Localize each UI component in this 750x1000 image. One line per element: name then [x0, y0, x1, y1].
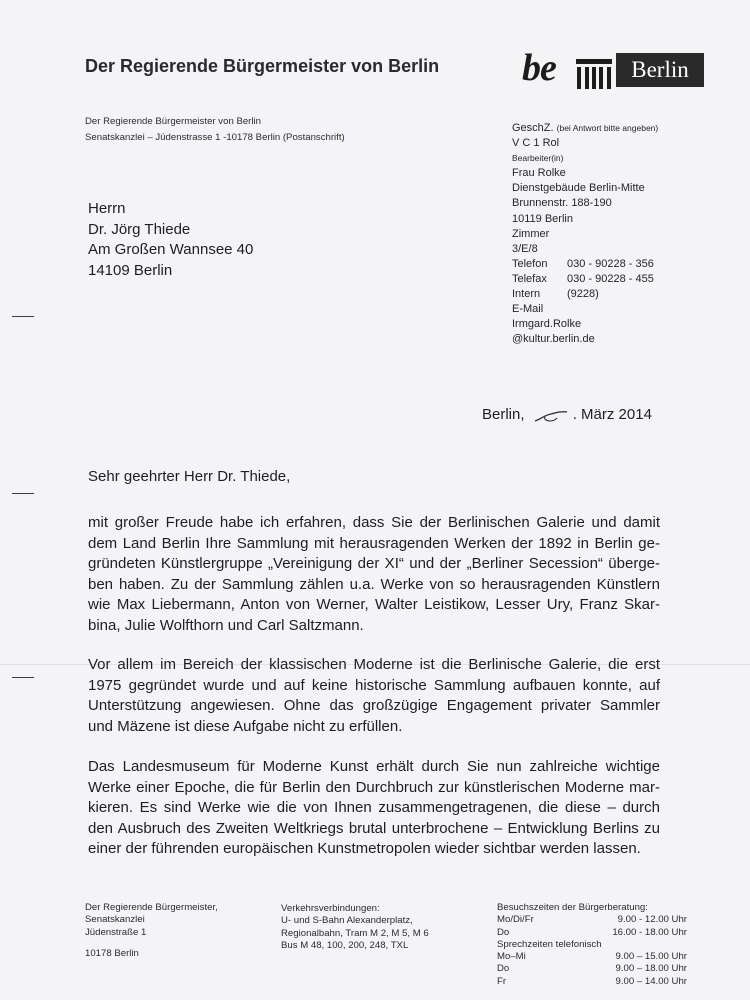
- sender-address: [85, 114, 345, 146]
- clerk-label: Bearbeiter(in): [512, 153, 564, 164]
- reference-value: V C 1 Rol: [512, 137, 560, 150]
- letterhead-title: Der Regierende Bürgermeister von Berlin: [85, 56, 440, 76]
- room-value: 3/E/8: [512, 242, 538, 255]
- handwritten-day-mark: [529, 405, 573, 425]
- berlin-logo: [522, 48, 706, 94]
- body-line: einer der führenden europäischen Kunstmetropolen wieder sichtbar werden lassen.: [88, 840, 641, 857]
- body-line: 1975 gegründet wurde und auf keine historische Sammlung aufbauen konnte, auf: [88, 676, 660, 694]
- footer-address-line: Jüdenstraße 1: [85, 926, 147, 938]
- hours-row: [497, 927, 687, 939]
- phone-hours-row: [497, 976, 687, 988]
- reference-note: (bei Antwort bitte angeben): [556, 123, 659, 133]
- recipient-line: Dr. Jörg Thiede: [88, 220, 191, 238]
- phone-hours-row: [497, 963, 687, 975]
- hours-time: 9.00 – 14.00 Uhr: [615, 975, 687, 987]
- transport-line: Regionalbahn, Tram M 2, M 5, M 6: [281, 927, 429, 939]
- body-line: bina, Julie Wolfthorn und Carl Saltzmann.: [88, 616, 364, 634]
- footer-address: [85, 902, 218, 939]
- fold-mark: [12, 677, 34, 678]
- office-city: 10119 Berlin: [512, 212, 573, 225]
- fax-value: 030 - 90228 - 455: [567, 272, 654, 285]
- hours-row: [497, 914, 687, 926]
- body-line: Unterstützung angewiesen. Ohne das großzügige Engagement privater Sammler: [88, 697, 660, 714]
- salutation: Sehr geehrter Herr Dr. Thiede,: [88, 468, 291, 485]
- hours-time: 16.00 - 18.00 Uhr: [612, 926, 687, 938]
- office-street: Brunnenstr. 188-190: [512, 197, 612, 210]
- body-line: dem Land Berlin Ihre Sammlung mit herausragenden Werken der 1892 in Berlin ge-: [88, 534, 660, 552]
- fax-label: Telefax: [512, 272, 547, 285]
- footer-address-line: Senatskanzlei: [85, 914, 145, 926]
- hours-day: Do: [497, 963, 510, 975]
- fold-mark: [12, 316, 34, 317]
- hours-day: Mo/Di/Fr: [497, 914, 534, 926]
- transport-line: Verkehrsverbindungen:: [281, 903, 380, 914]
- phone-hours-row: [497, 951, 687, 963]
- footer-hours: [497, 902, 687, 988]
- date-city: Berlin,: [482, 405, 525, 423]
- room-label: Zimmer: [512, 227, 550, 240]
- fax-row: [512, 272, 658, 287]
- body-line: mit großer Freude habe ich erfahren, dass Sie der Berlinischen Galerie und damit: [88, 514, 660, 531]
- internal-row: [512, 287, 658, 302]
- footer-postcode: 10178 Berlin: [85, 948, 139, 959]
- internal-value: (9228): [567, 288, 599, 301]
- body-line: und Mäzene ist diese Aufgabe nicht zu erfüllen.: [88, 717, 403, 735]
- body-line: ben haben. Zu der Sammlung zählen u.a. Werke von so herausragenden Künstlern: [88, 575, 660, 593]
- hours-time: 9.00 – 18.00 Uhr: [615, 963, 687, 975]
- email-line: @kultur.berlin.de: [512, 333, 595, 346]
- hours-day: Do: [497, 926, 510, 938]
- logo-berlin-text: Berlin: [616, 53, 704, 87]
- hours-day: Mo–Mi: [497, 951, 526, 963]
- clerk-value: Frau Rolke: [512, 167, 566, 180]
- logo-be-text: be: [522, 47, 556, 89]
- body-line: kieren. Es sind Werke wie die von Ihnen zusammengetragenen, die diese – durch: [88, 799, 660, 816]
- footer-transport: [281, 903, 429, 952]
- hours-time: 9.00 – 15.00 Uhr: [615, 951, 687, 963]
- punch-mark: [12, 493, 34, 494]
- body-paragraph-2: [88, 655, 660, 737]
- body-line: wie Max Liebermann, Anton von Werner, Walter Leistikow, Lesser Ury, Franz Skar-: [88, 596, 660, 613]
- reference-label-row: [512, 121, 658, 136]
- transport-line: Bus M 48, 100, 200, 248, TXL: [281, 939, 409, 951]
- date-line: [482, 405, 652, 425]
- recipient-address: [88, 199, 253, 281]
- visiting-hours-title: Besuchszeiten der Bürgerberatung:: [497, 902, 648, 913]
- recipient-line: 14109 Berlin: [88, 261, 173, 279]
- sender-line: Der Regierende Bürgermeister von Berlin: [85, 116, 261, 127]
- body-line: den Ausbruch des Zweiten Weltkriegs brutal unterbrochene – Entwicklung Berlins zu: [88, 819, 660, 837]
- internal-label: Intern: [512, 288, 541, 301]
- office-label: Dienstgebäude Berlin-Mitte: [512, 182, 645, 195]
- phone-value: 030 - 90228 - 356: [567, 257, 654, 270]
- body-paragraph-1: [88, 513, 660, 636]
- date-rest: . März 2014: [572, 405, 652, 423]
- body-line: Werke einer Epoche, die für Berlin den Durchbruch zur künstlerischen Moderne mar-: [88, 778, 660, 796]
- phone-hours-title: Sprechzeiten telefonisch: [497, 938, 602, 950]
- body-line: Vor allem im Bereich der klassischen Moderne ist die Berlinische Galerie, die erst: [88, 656, 660, 673]
- body-line: Das Landesmuseum für Moderne Kunst erhält durch Sie nun zahlreiche wichtige: [88, 758, 660, 775]
- recipient-line: Herrn: [88, 200, 126, 217]
- body-paragraph-3: [88, 757, 660, 860]
- email-label: E-Mail: [512, 303, 544, 316]
- reference-label: GeschZ.: [512, 122, 554, 134]
- phone-label: Telefon: [512, 257, 548, 270]
- hours-time: 9.00 - 12.00 Uhr: [617, 914, 687, 926]
- transport-line: U- und S-Bahn Alexanderplatz,: [281, 915, 413, 927]
- body-line: gründeten Künstlergruppe „Vereinigung der XI“ und der „Berliner Secession“ überge-: [88, 555, 660, 572]
- contact-info-block: [512, 121, 658, 347]
- email-line: Irmgard.Rolke: [512, 318, 582, 331]
- brandenburg-gate-icon: [574, 59, 614, 89]
- phone-row: [512, 257, 658, 272]
- sender-line: Senatskanzlei – Jüdenstrasse 1 -10178 Berlin (Postanschrift): [85, 132, 345, 143]
- footer-address-line: Der Regierende Bürgermeister,: [85, 902, 218, 913]
- hours-day: Fr: [497, 975, 507, 987]
- recipient-line: Am Großen Wannsee 40: [88, 241, 254, 258]
